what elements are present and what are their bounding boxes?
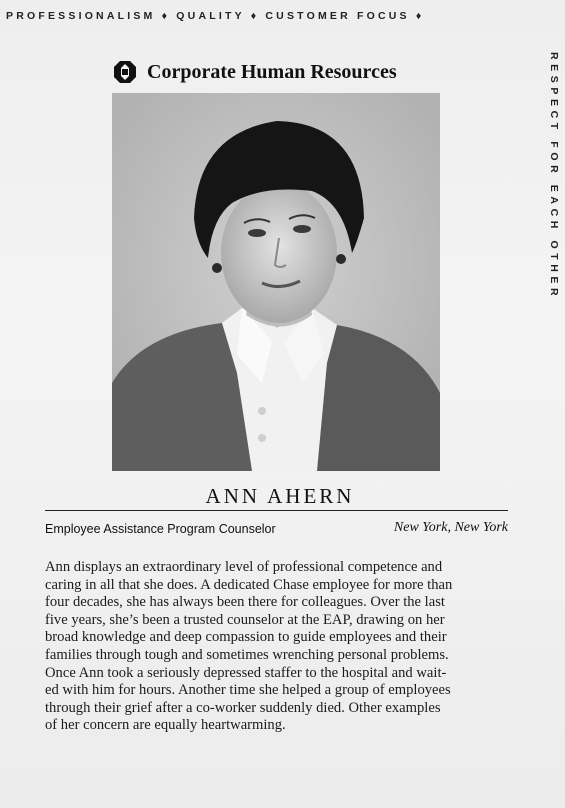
bio-paragraph (45, 559, 520, 735)
bio-line: through their grief after a co-worker suddenly died. Other examples (45, 699, 441, 716)
job-title: Employee Assistance Program Counselor (45, 522, 276, 536)
bio-line: Once Ann took a seriously depressed staffer to the hospital and wait- (45, 664, 447, 681)
bio-line: Ann displays an extraordinary level of professional competence and (45, 559, 443, 575)
portrait-illustration (112, 93, 440, 471)
bio-line: five years, she’s been a trusted counselor at the EAP, drawing on her (45, 611, 445, 628)
chase-octagon-logo-icon (113, 60, 137, 84)
bio-line: four decades, she has always been there for colleagues. Over the last (45, 594, 445, 611)
section-header (113, 58, 397, 86)
portrait-photo (112, 93, 440, 471)
values-banner-side: RESPECT FOR EACH OTHER (548, 52, 560, 301)
values-banner-top: PROFESSIONALISM ♦ QUALITY ♦ CUSTOMER FOCUS ♦ (6, 10, 425, 22)
bio-line: of her concern are equally heartwarming. (45, 717, 286, 734)
bio-line: broad knowledge and deep compassion to guide employees and their (45, 629, 447, 646)
page-title: Corporate Human Resources (147, 60, 397, 83)
bio-line: caring in all that she does. A dedicated Chase employee for more than (45, 576, 453, 593)
person-name: ANN AHERN (205, 484, 355, 508)
bio-line: families through tough and sometimes wrenching personal problems. (45, 646, 449, 663)
bio-line: ed with him for hours. Another time she helped a group of employees (45, 682, 451, 699)
location: New York, New York (393, 520, 508, 535)
divider (45, 510, 508, 511)
